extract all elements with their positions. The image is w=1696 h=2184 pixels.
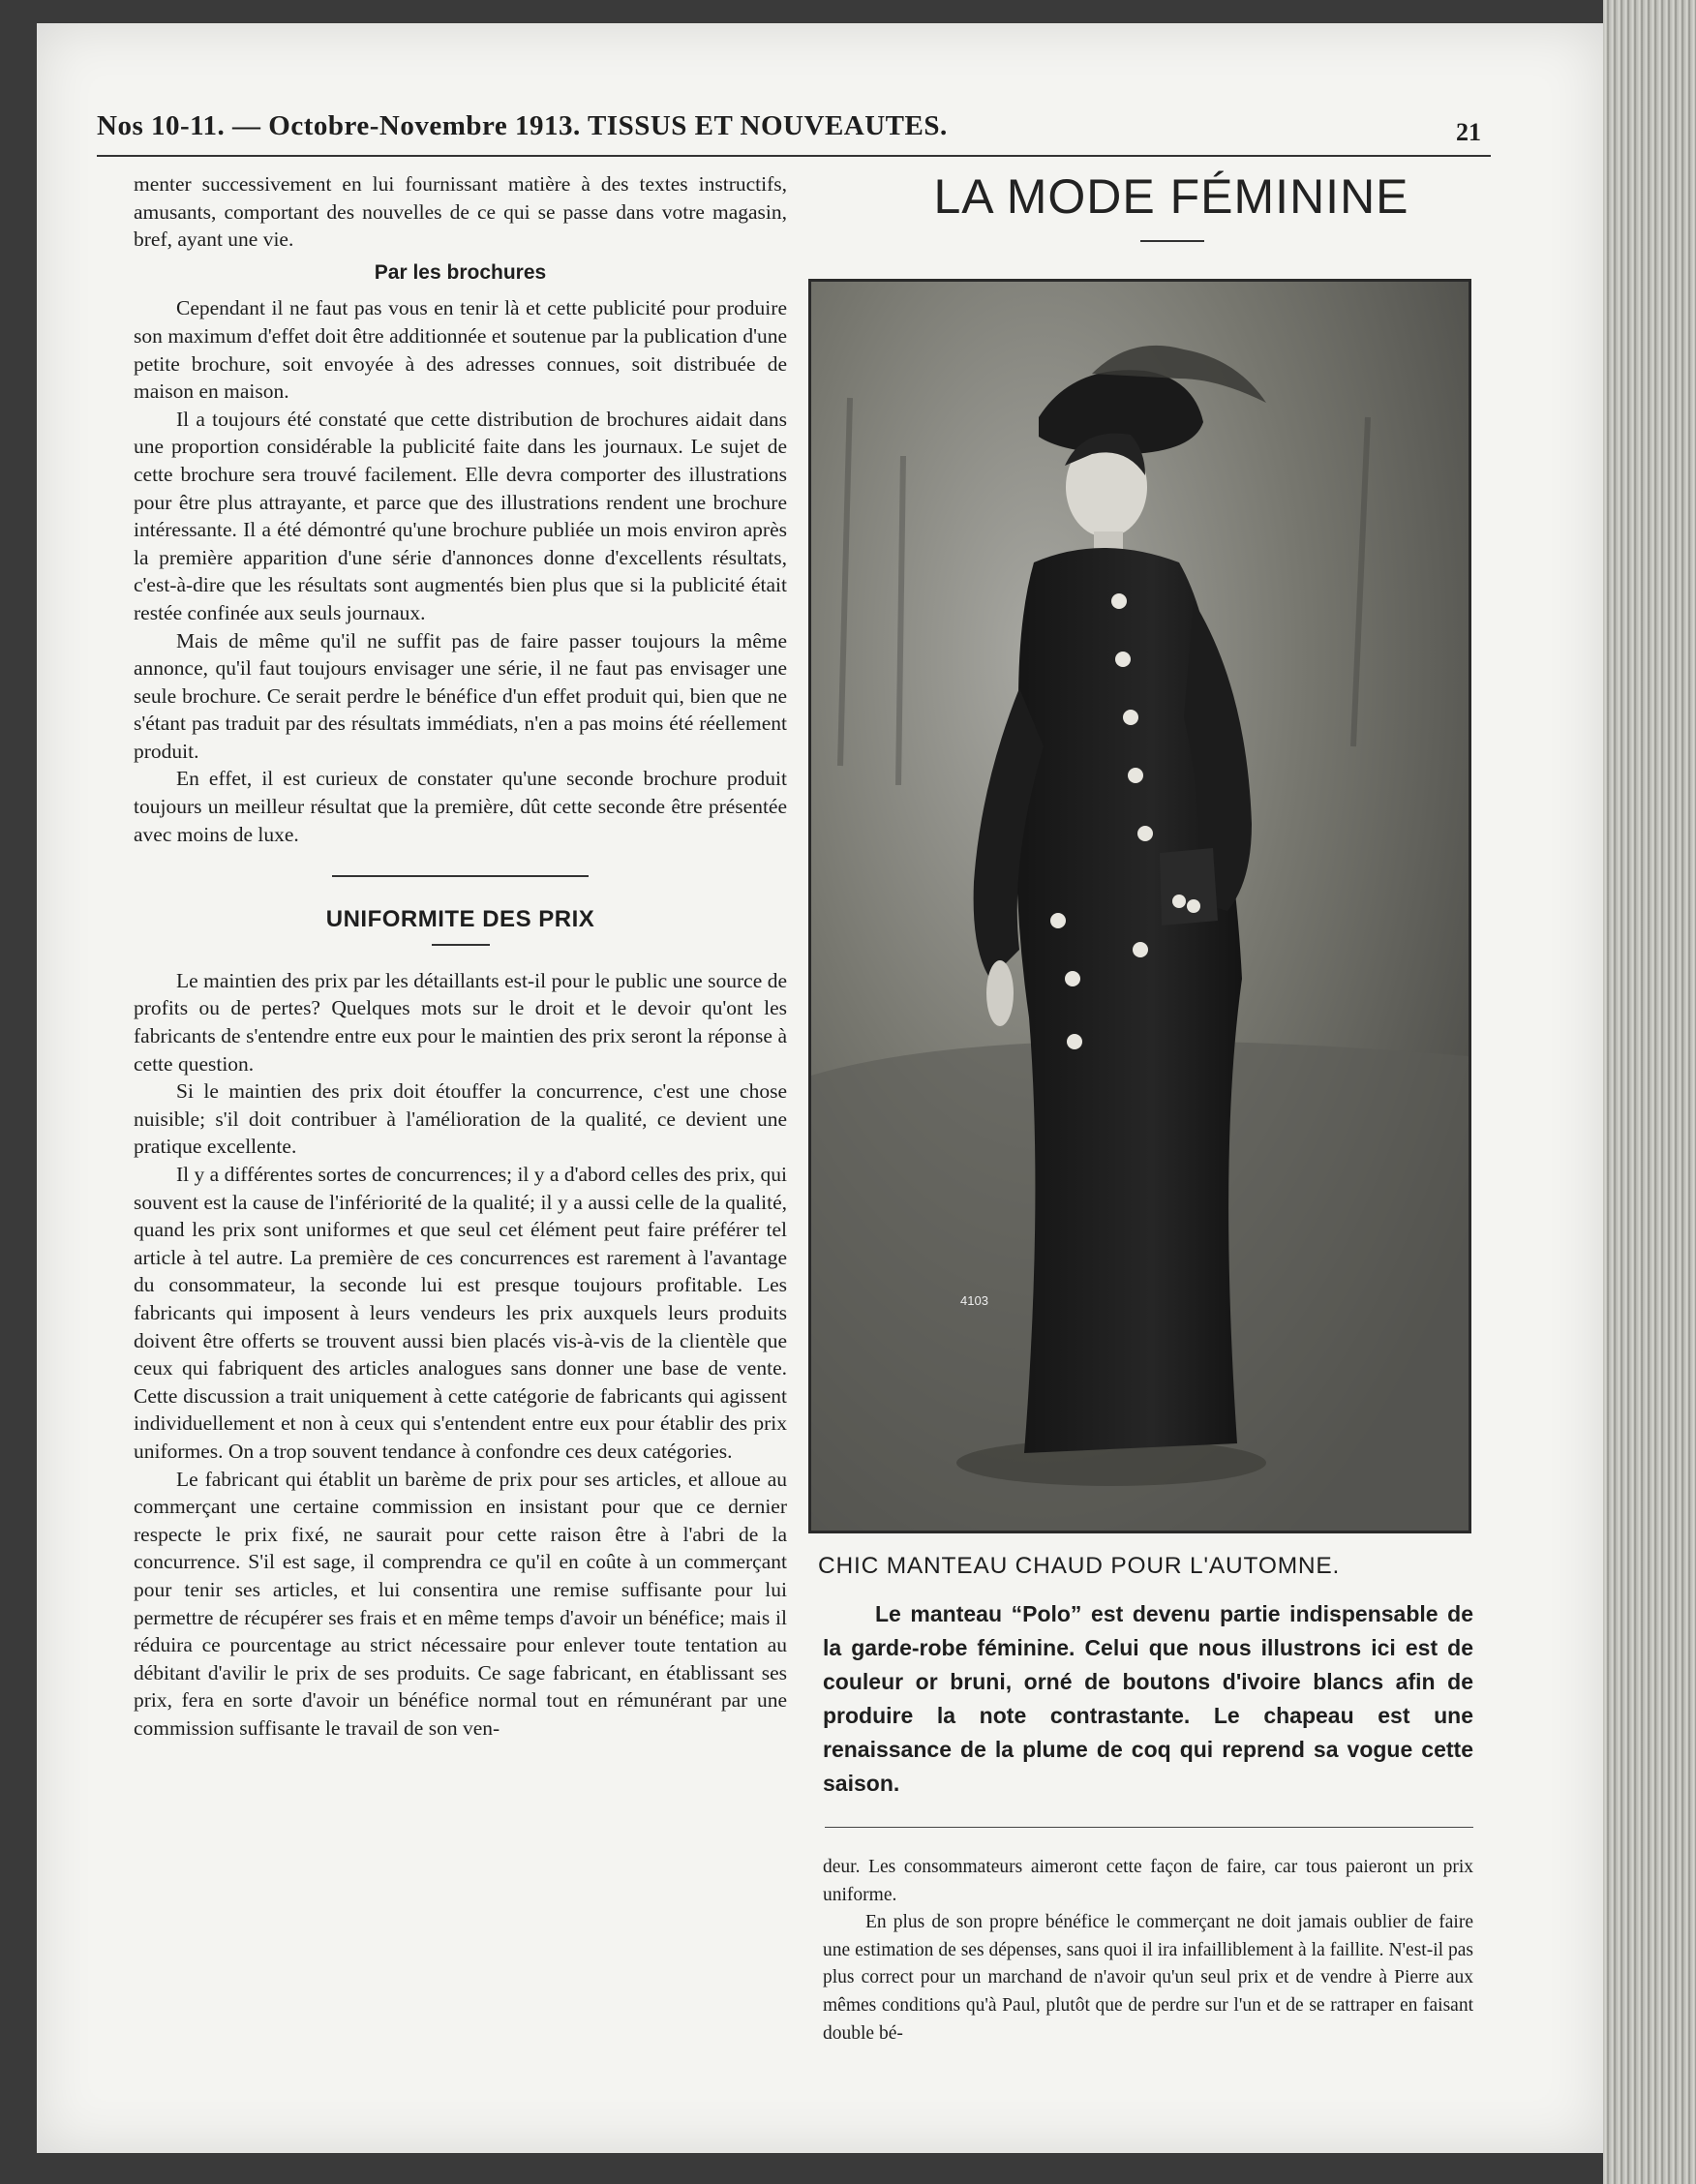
section-title-rule [432,944,490,946]
section-paragraph: Si le maintien des prix doit étouffer la concurrence, c'est une chose nuisible; s'il doit contribuer à l'amélioration de la qualité, ce devient une pratique excellente. [134,1079,787,1159]
section-paragraph: Il y a différentes sortes de concurrences; il y a d'abord celles des prix, qui souvent est la cause de l'infériorité de la qualité; il y a aussi celle de la qualité, quand les prix sont uniformes et que seul cet élément peut faire préférer tel article à tel autre. La première de ces concurrences est rarement à l'avantage du consommateur, la seconde lui est presque toujours profitable. Les fabricants qui imposent à leurs vendeurs les prix auxquels leurs produits doivent être offerts se trouvent aussi bien placés vis-à-vis de la clientèle que ceux qui fabriquent des articles analogues sans donner une base de vente. Cette discussion a trait uniquement à cette catégorie de fabricants qui agissent individuellement et non à ceux qui s'entendent entre eux pour établir des prix uniformes. On a trop souvent tendance à confondre ces deux catégories. [134,1163,787,1463]
page-number: 21 [1456,118,1481,146]
woman-in-coat-illustration [811,282,1469,1531]
left-hand [986,960,1014,1026]
photo-plate-number: 4103 [960,1293,988,1308]
column-divider [825,1827,1473,1828]
brochures-paragraph: Cependant il ne faut pas vous en tenir là et cette publicité pour produire son maximum d'effet doit être additionnée et soutenue par la publication d'une petite brochure, soit envoyée à des adresses connues, soit distribuée de maison en maison. [134,296,787,404]
description-paragraph: Le manteau “Polo” est devenu partie indispensable de la garde-robe féminine. Celui que nous illustrons ici est de couleur or bruni, orné de boutons d'ivoire blancs afin de produire la note contrastante. Le chapeau est une renaissance de la plume de coq qui reprend sa vogue cette saison. [823,1601,1473,1796]
continuation-paragraph: deur. Les consommateurs aimeront cette façon de faire, car tous paieront un prix uniforme. [823,1857,1473,1905]
brochures-paragraph: Mais de même qu'il ne suffit pas de faire passer toujours la même annonce, qu'il faut toujours envisager une série, il ne faut pas envisager une seule brochure. Ce serait perdre le bénéfice d'un effet produit qui, bien que ne s'étant pas traduit par des résultats immédiats, n'en a pas moins été réellement produit. [134,628,787,763]
section-paragraph: Le maintien des prix par les détaillants est-il pour le public une source de profits ou de pertes? Quelques mots sur le droit et le devoir qu'ont les fabricants de s'entendre entre eux pour le maintien des prix seront la réponse à cette question. [134,968,787,1076]
book-page-edges [1603,0,1696,2184]
header-issue: Nos 10-11. — Octobre-Novembre 1913. [97,110,581,141]
fashion-photo [808,279,1471,1533]
photo-caption: CHIC MANTEAU CHAUD POUR L'AUTOMNE. [818,1553,1341,1579]
brochures-paragraph: Il a toujours été constaté que cette distribution de brochures aidait dans une proportion considérable la publicité faite dans les journaux. Le sujet de cette brochure sera trouvé facilement. Elle devra comporter des illustrations pour être plus attrayante, et parce que des illustrations rendent une brochure intéressante. Il a été démontré qu'une brochure publiée un mois environ après la première apparition d'une série d'annonces donne d'excellents résultats, c'est-à-dire que les résultats sont augmentés bien plus que si la publicité était restée confinée aux seuls journaux. [134,407,787,624]
mode-feminine-title: LA MODE FÉMININE [933,169,1409,224]
section-paragraph: Le fabricant qui établit un barème de prix pour ses articles, et alloue au commerçant une certaine commission en insistant pour que ce dernier respecte le prix fixé, ne saurait pour cette raison être à l'abri de la concurrence. S'il est sage, il comprendra ce qu'il en coûte à un commerçant pour tenir ses articles, et lui consentira une remise suffisante pour lui permettre de récupérer ses frais et en même temps d'avoir un bénéfice; mais il réduira ce pourcentage au strict nécessaire pour enlever toute tentation au débitant d'avilir le prix de ses produits. Ce sage fabricant, en établissant ses prix, fera en sorte d'avoir un bénéfice normal tout en rémunérant par une commission suffisante le travail de son ven- [134,1467,787,1740]
brochures-subheading: Par les brochures [374,260,547,284]
header-journal: TISSUS ET NOUVEAUTES. [587,110,948,141]
section-title: UNIFORMITE DES PRIX [325,906,595,933]
brochures-paragraph: En effet, il est curieux de constater qu'une seconde brochure produit toujours un meilleur résultat que la première, dût cette seconde être présentée avec moins de luxe. [134,767,787,846]
left-column [134,170,787,1742]
section-divider [332,875,589,877]
running-header [97,106,1491,157]
continuation-paragraph: En plus de son propre bénéfice le commerçant ne doit jamais oublier de faire une estimation de ses dépenses, sans quoi il ira infailliblement à la faillite. N'est-il pas plus correct pour un marchand de n'avoir qu'un seul prix et de vendre à Pierre aux mêmes conditions qu'à Paul, plutôt que de perdre sur l'un et de se rattraper en faisant double bé- [823,1912,1473,2044]
title-rule [1140,240,1204,242]
right-column-continuation [823,1854,1473,2048]
intro-paragraph: menter successivement en lui fournissant matière à des textes instructifs, amusants, comportant des nouvelles de ce qui se passe dans votre magasin, bref, ayant une vie. [134,172,787,252]
photo-description [823,1597,1473,1801]
handbag [1160,848,1218,925]
header-issue-title [97,110,948,142]
